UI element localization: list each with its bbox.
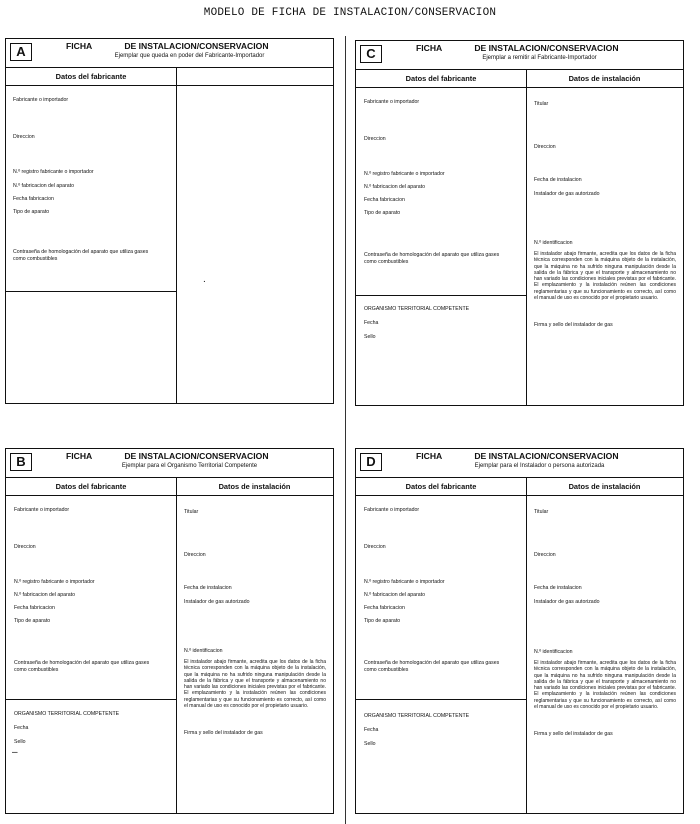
- stray-dash: –: [12, 747, 18, 758]
- card-title: [416, 43, 677, 53]
- field-instalador: Instalador de gas autorizado: [184, 599, 250, 605]
- col-head-fabricante: Datos del fabricante: [405, 482, 477, 491]
- field-firma: Firma y sello del instalador de gas: [184, 730, 263, 736]
- field-fecha: Fecha: [364, 320, 379, 326]
- field-fecha: Fecha: [364, 727, 379, 733]
- field-contrasena: Contraseña de homologación del aparato que utiliza gases como combustibles: [364, 252, 500, 265]
- field-identificacion: N.º identificacion: [534, 649, 573, 655]
- col-head-instalacion: Datos de instalación: [218, 482, 291, 491]
- field-fabricante: Fabricante o importador: [14, 507, 70, 513]
- card-title-main: DE INSTALACION/CONSERVACION: [474, 43, 619, 53]
- field-fecha-instalacion: Fecha de instalacion: [184, 585, 232, 591]
- field-fabricante: Fabricante o importador: [364, 507, 420, 513]
- declaracion-text: El instalador abajo firmante, acredita que los datos de la ficha técnica corresponden con la máquina objeto de la instalación, que la máquina no ha sufrido ninguna manipulación desde la salida de la fábrica y que el transporte y almacenamiento no han variado las condiciones iniciales previstas por el fabricante. El emplazamiento y la instalación reúnen las condiciones reglamentarias y que su funcionamiento es correcto, así como el manual de uso es conocido por el propietario usuario.: [534, 660, 676, 711]
- card-letter: D: [360, 453, 382, 471]
- column-headers: [356, 478, 683, 496]
- field-registro: N.º registro fabricante o importador: [13, 169, 94, 175]
- field-fecha: Fecha: [14, 725, 29, 731]
- column-headers: [6, 68, 333, 86]
- card-header: [6, 449, 333, 478]
- field-identificacion: N.º identificacion: [534, 240, 573, 246]
- field-registro: N.º registro fabricante o importador: [364, 579, 445, 585]
- column-divider: [526, 477, 527, 813]
- field-contrasena: Contraseña de homologación del aparato que utiliza gases como combustibles: [14, 660, 150, 673]
- field-firma: Firma y sello del instalador de gas: [534, 322, 613, 328]
- ficha-card-b: [5, 448, 334, 814]
- field-sello: Sello: [364, 334, 376, 340]
- section-divider: [356, 295, 526, 296]
- card-subtitle: Ejemplar a remitir al Fabricante-Importador: [482, 55, 597, 61]
- field-tipo-aparato: Tipo de aparato: [13, 209, 50, 215]
- card-letter: B: [10, 453, 32, 471]
- card-title-ficha: FICHA: [66, 451, 92, 461]
- field-fabricacion: N.º fabricacion del aparato: [364, 592, 426, 598]
- column-divider: [176, 477, 177, 813]
- field-direccion: Direccion: [13, 134, 35, 140]
- card-title-main: DE INSTALACION/CONSERVACION: [124, 451, 269, 461]
- column-headers: [356, 70, 683, 88]
- section-divider: [6, 699, 176, 700]
- field-organismo: ORGANISMO TERRITORIAL COMPETENTE: [364, 713, 470, 719]
- field-fabricante: Fabricante o importador: [364, 99, 420, 105]
- column-headers: [6, 478, 333, 496]
- field-titular: Titular: [534, 101, 549, 107]
- card-title: [66, 41, 327, 51]
- field-tipo-aparato: Tipo de aparato: [364, 618, 401, 624]
- card-subtitle: Ejemplar que queda en poder del Fabricante-Importador: [114, 53, 265, 59]
- field-fecha-fabricacion: Fecha fabricacion: [14, 605, 55, 611]
- field-organismo: ORGANISMO TERRITORIAL COMPETENTE: [364, 306, 470, 312]
- declaracion-text: El instalador abajo firmante, acredita que los datos de la ficha técnica corresponden con la máquina objeto de la instalación, que la máquina no ha sufrido ninguna manipulación desde la salida de la fábrica y que el transporte y almacenamiento no han variado las condiciones iniciales previstas por el fabricante. El emplazamiento y la instalación reúnen las condiciones reglamentarias y que su funcionamiento es correcto, así como el manual de uso es conocido por el propietario usuario.: [534, 251, 676, 302]
- field-sello: Sello: [364, 741, 376, 747]
- field-contrasena: Contraseña de homologación del aparato que utiliza gases como combustibles: [13, 249, 149, 262]
- field-instalador: Instalador de gas autorizado: [534, 191, 600, 197]
- card-title: [66, 451, 327, 461]
- field-direccion-instalacion: Direccion: [184, 552, 206, 558]
- card-title-ficha: FICHA: [66, 41, 92, 51]
- col-head-fabricante: Datos del fabricante: [55, 482, 127, 491]
- card-title-main: DE INSTALACION/CONSERVACION: [124, 41, 269, 51]
- column-divider: [526, 69, 527, 405]
- card-header: [356, 41, 683, 70]
- field-titular: Titular: [184, 509, 199, 515]
- card-title-ficha: FICHA: [416, 451, 442, 461]
- ficha-card-d: [355, 448, 684, 814]
- field-direccion: Direccion: [14, 544, 36, 550]
- card-title: [416, 451, 677, 461]
- field-direccion: Direccion: [364, 544, 386, 550]
- ficha-card-a: [5, 38, 334, 404]
- page-divider: [345, 36, 346, 824]
- col-head-fabricante: Datos del fabricante: [405, 74, 477, 83]
- field-fecha-fabricacion: Fecha fabricacion: [364, 197, 405, 203]
- card-letter: C: [360, 45, 382, 63]
- page-title: MODELO DE FICHA DE INSTALACION/CONSERVACION: [203, 7, 497, 19]
- field-fabricacion: N.º fabricacion del aparato: [14, 592, 76, 598]
- card-title-main: DE INSTALACION/CONSERVACION: [474, 451, 619, 461]
- field-instalador: Instalador de gas autorizado: [534, 599, 600, 605]
- field-fabricacion: N.º fabricacion del aparato: [13, 183, 75, 189]
- field-fecha-instalacion: Fecha de instalacion: [534, 177, 582, 183]
- field-direccion-instalacion: Direccion: [534, 552, 556, 558]
- field-organismo: ORGANISMO TERRITORIAL COMPETENTE: [14, 711, 120, 717]
- column-divider: [176, 67, 177, 403]
- field-titular: Titular: [534, 509, 549, 515]
- card-header: [356, 449, 683, 478]
- field-direccion-instalacion: Direccion: [534, 144, 556, 150]
- section-divider: [6, 291, 176, 292]
- field-fecha-instalacion: Fecha de instalacion: [534, 585, 582, 591]
- card-subtitle: Ejemplar para el Instalador o persona autorizada: [474, 463, 605, 469]
- field-contrasena: Contraseña de homologación del aparato que utiliza gases como combustibles: [364, 660, 500, 673]
- field-identificacion: N.º identificacion: [184, 648, 223, 654]
- card-title-ficha: FICHA: [416, 43, 442, 53]
- field-direccion: Direccion: [364, 136, 386, 142]
- col-head-fabricante: Datos del fabricante: [55, 72, 127, 81]
- card-header: [6, 39, 333, 68]
- field-fecha-fabricacion: Fecha fabricacion: [13, 196, 54, 202]
- field-fabricacion: N.º fabricacion del aparato: [364, 184, 426, 190]
- field-sello: Sello: [14, 739, 26, 745]
- card-letter: A: [10, 43, 32, 61]
- declaracion-text: El instalador abajo firmante, acredita que los datos de la ficha técnica corresponden con la máquina objeto de la instalación, que la máquina no ha sufrido ninguna manipulación desde la salida de la fábrica y que el transporte y almacenamiento no han variado las condiciones iniciales previstas por el fabricante. El emplazamiento y la instalación reúnen las condiciones reglamentarias y que su funcionamiento es correcto, así como el manual de uso es conocido por el propietario usuario.: [184, 659, 326, 710]
- field-registro: N.º registro fabricante o importador: [364, 171, 445, 177]
- ficha-card-c: [355, 40, 684, 406]
- field-fabricante: Fabricante o importador: [13, 97, 69, 103]
- field-registro: N.º registro fabricante o importador: [14, 579, 95, 585]
- card-subtitle: Ejemplar para el Organismo Territorial Competente: [121, 463, 258, 469]
- field-fecha-fabricacion: Fecha fabricacion: [364, 605, 405, 611]
- col-head-instalacion: Datos de instalación: [568, 74, 641, 83]
- col-head-instalacion: Datos de instalación: [568, 482, 641, 491]
- field-firma: Firma y sello del instalador de gas: [534, 731, 613, 737]
- field-tipo-aparato: Tipo de aparato: [364, 210, 401, 216]
- stray-dot: .: [203, 274, 206, 285]
- section-divider: [356, 699, 526, 700]
- field-tipo-aparato: Tipo de aparato: [14, 618, 51, 624]
